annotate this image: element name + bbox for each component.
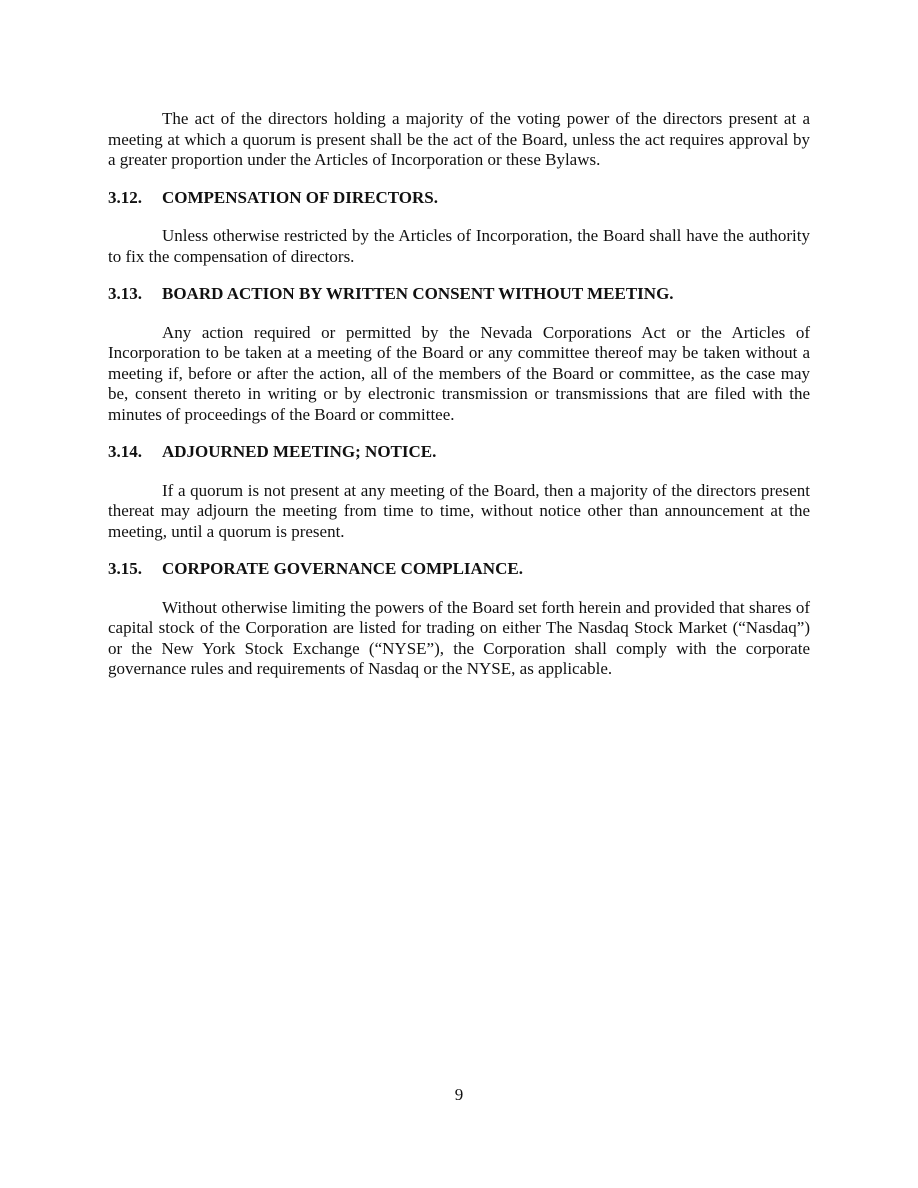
section-number: 3.15. [108,559,142,578]
section-title: CORPORATE GOVERNANCE COMPLIANCE. [162,559,523,578]
section-body-3-13: Any action required or permitted by the Nevada Corporations Act or the Articles of Incorporation to be taken at a meeting of the Board or any committee thereof may be taken without a meeting if, before or after the action, all of the members of the Board or committee, as the case may be, consent thereto in writing or by electronic transmission or transmissions that are filed with the minutes of proceedings of the Board or committee. [108,322,810,424]
section-title: BOARD ACTION BY WRITTEN CONSENT WITHOUT MEETING. [162,284,674,303]
document-page [108,109,810,680]
section-body-3-15: Without otherwise limiting the powers of the Board set forth herein and provided that shares of capital stock of the Corporation are listed for trading on either The Nasdaq Stock Market (“Nasdaq”) or the New York Stock Exchange (“NYSE”), the Corporation shall comply with the corporate governance rules and requirements of Nasdaq or the NYSE, as applicable. [108,597,810,678]
section-number: 3.12. [108,187,142,207]
section-heading-3-14 [108,442,810,463]
section-heading-3-12 [108,188,810,209]
section-title: COMPENSATION OF DIRECTORS. [162,187,438,207]
section-title: ADJOURNED MEETING; NOTICE. [162,442,437,461]
section-heading-3-15 [108,559,810,580]
section-number: 3.14. [108,442,142,461]
section-body-3-12: Unless otherwise restricted by the Articles of Incorporation, the Board shall have the authority to fix the compensation of directors. [108,226,810,266]
section-heading-3-13 [108,284,810,305]
section-number: 3.13. [108,284,142,303]
page-number: 9 [454,1085,464,1104]
intro-paragraph: The act of the directors holding a majority of the voting power of the directors present at a meeting at which a quorum is present shall be the act of the Board, unless the act requires approval by a greater proportion under the Articles of Incorporation or these Bylaws. [108,109,810,169]
section-body-3-14: If a quorum is not present at any meeting of the Board, then a majority of the directors present thereat may adjourn the meeting from time to time, without notice other than announcement at the meeting, until a quorum is present. [108,480,810,541]
